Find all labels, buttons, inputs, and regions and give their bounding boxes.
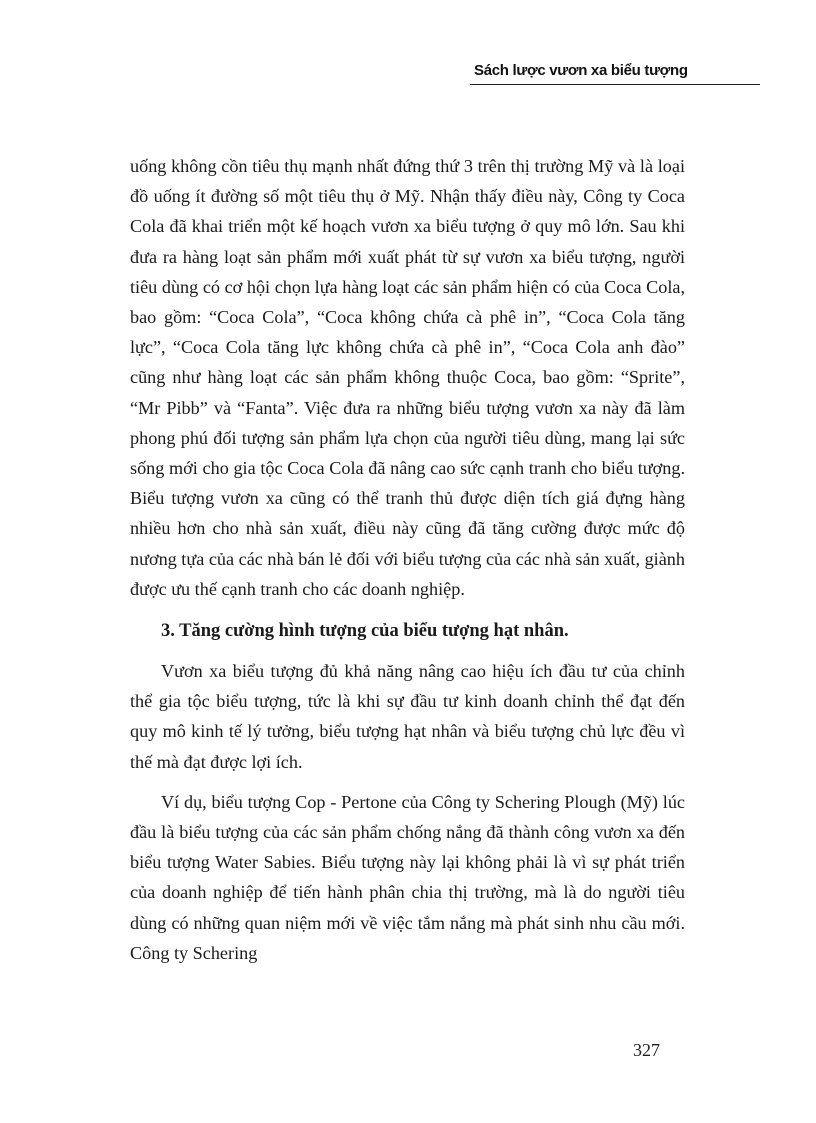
page-number: 327	[633, 1040, 660, 1060]
section-heading: 3. Tăng cường hình tượng của biểu tượng hạt nhân.	[161, 621, 569, 642]
paragraph-continued: uống không cồn tiêu thụ mạnh nhất đứng thứ 3 trên thị trường Mỹ và là loại đồ uống ít đường số một tiêu thụ ở Mỹ. Nhận thấy điều này, Công ty Coca Cola đã khai triển một kế hoạch vươn xa biểu tượng ở quy mô lớn. Sau khi đưa ra hàng loạt sản phẩm mới xuất phát từ sự vươn xa biểu tượng, người tiêu dùng có cơ hội chọn lựa hàng loạt các sản phẩm hiện có của Coca Cola, bao gồm: “Coca Cola”, “Coca không chứa cà phê in”, “Coca Cola tăng lực”, “Coca Cola tăng lực không chứa cà phê in”, “Coca Cola anh đào” cũng như hàng loạt các sản phẩm không thuộc Coca, bao gồm: “Sprite”, “Mr Pibb” và “Fanta”. Việc đưa ra những biểu tượng vươn xa này đã làm phong phú đối tượng sản phẩm lựa chọn của người tiêu dùng, mang lại sức sống mới cho gia tộc Coca Cola đã nâng cao sức cạnh tranh cho biểu tượng. Biểu tượng vươn xa cũng có thể tranh thủ được diện tích giá đựng hàng nhiều hơn cho nhà sản xuất, điều này cũng đã tăng cường được mức độ nương tựa của các nhà bán lẻ đối với biểu tượng của các nhà sản xuất, giành được ưu thế cạnh tranh cho các doanh nghiệp.	[130, 156, 685, 599]
running-header: Sách lược vươn xa biểu tượng	[474, 62, 688, 79]
paragraph: Vươn xa biểu tượng đủ khả năng nâng cao hiệu ích đầu tư của chỉnh thể gia tộc biểu tượng, tức là khi sự đầu tư kinh doanh chỉnh thể đạt đến quy mô kinh tế lý tưởng, biểu tượng hạt nhân và biểu tượng chủ lực đều vì thế mà đạt được lợi ích.	[130, 661, 685, 772]
page-body	[130, 151, 685, 968]
paragraph: Ví dụ, biểu tượng Cop - Pertone của Công ty Schering Plough (Mỹ) lúc đầu là biểu tượng của các sản phẩm chống nắng đã thành công vươn xa đến biểu tượng Water Sabies. Biểu tượng này lại không phải là vì sự phát triển của doanh nghiệp để tiến hành phân chia thị trường, mà là do người tiêu dùng có những quan niệm mới về việc tắm nắng mà phát sinh nhu cầu mới. Công ty Schering	[130, 791, 685, 963]
header-rule	[470, 84, 760, 85]
